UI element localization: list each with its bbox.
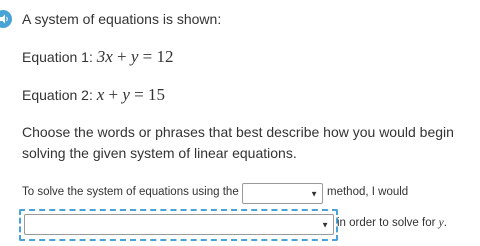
equation-2-expression: x + y = 15 [96,85,166,104]
equation-1 [22,47,174,67]
sentence-end: . [443,217,447,229]
equation-1-label: Equation 1: [22,49,93,65]
action-dropdown[interactable] [24,214,334,235]
instruction-text: Choose the words or phrases that best describe how you would begin solving the given system of linear equations. [22,124,454,161]
equation-1-expression: 3x + y = 12 [96,47,174,66]
equation-2 [22,85,165,105]
speaker-icon [0,14,10,24]
sentence-part-1: To solve the system of equations using the [22,186,239,198]
method-dropdown[interactable] [242,183,323,204]
question-prompt: A system of equations is shown: [22,11,222,27]
sentence-part-3 [337,217,447,229]
chevron-down-icon: ▼ [321,220,329,229]
sentence-part-2: method, I would [327,186,409,198]
sentence-part-3-text: in order to solve for [337,217,436,229]
variable-y: y [438,217,444,229]
equation-2-label: Equation 2: [22,87,93,103]
audio-button[interactable] [0,10,12,28]
chevron-down-icon: ▼ [310,189,318,198]
